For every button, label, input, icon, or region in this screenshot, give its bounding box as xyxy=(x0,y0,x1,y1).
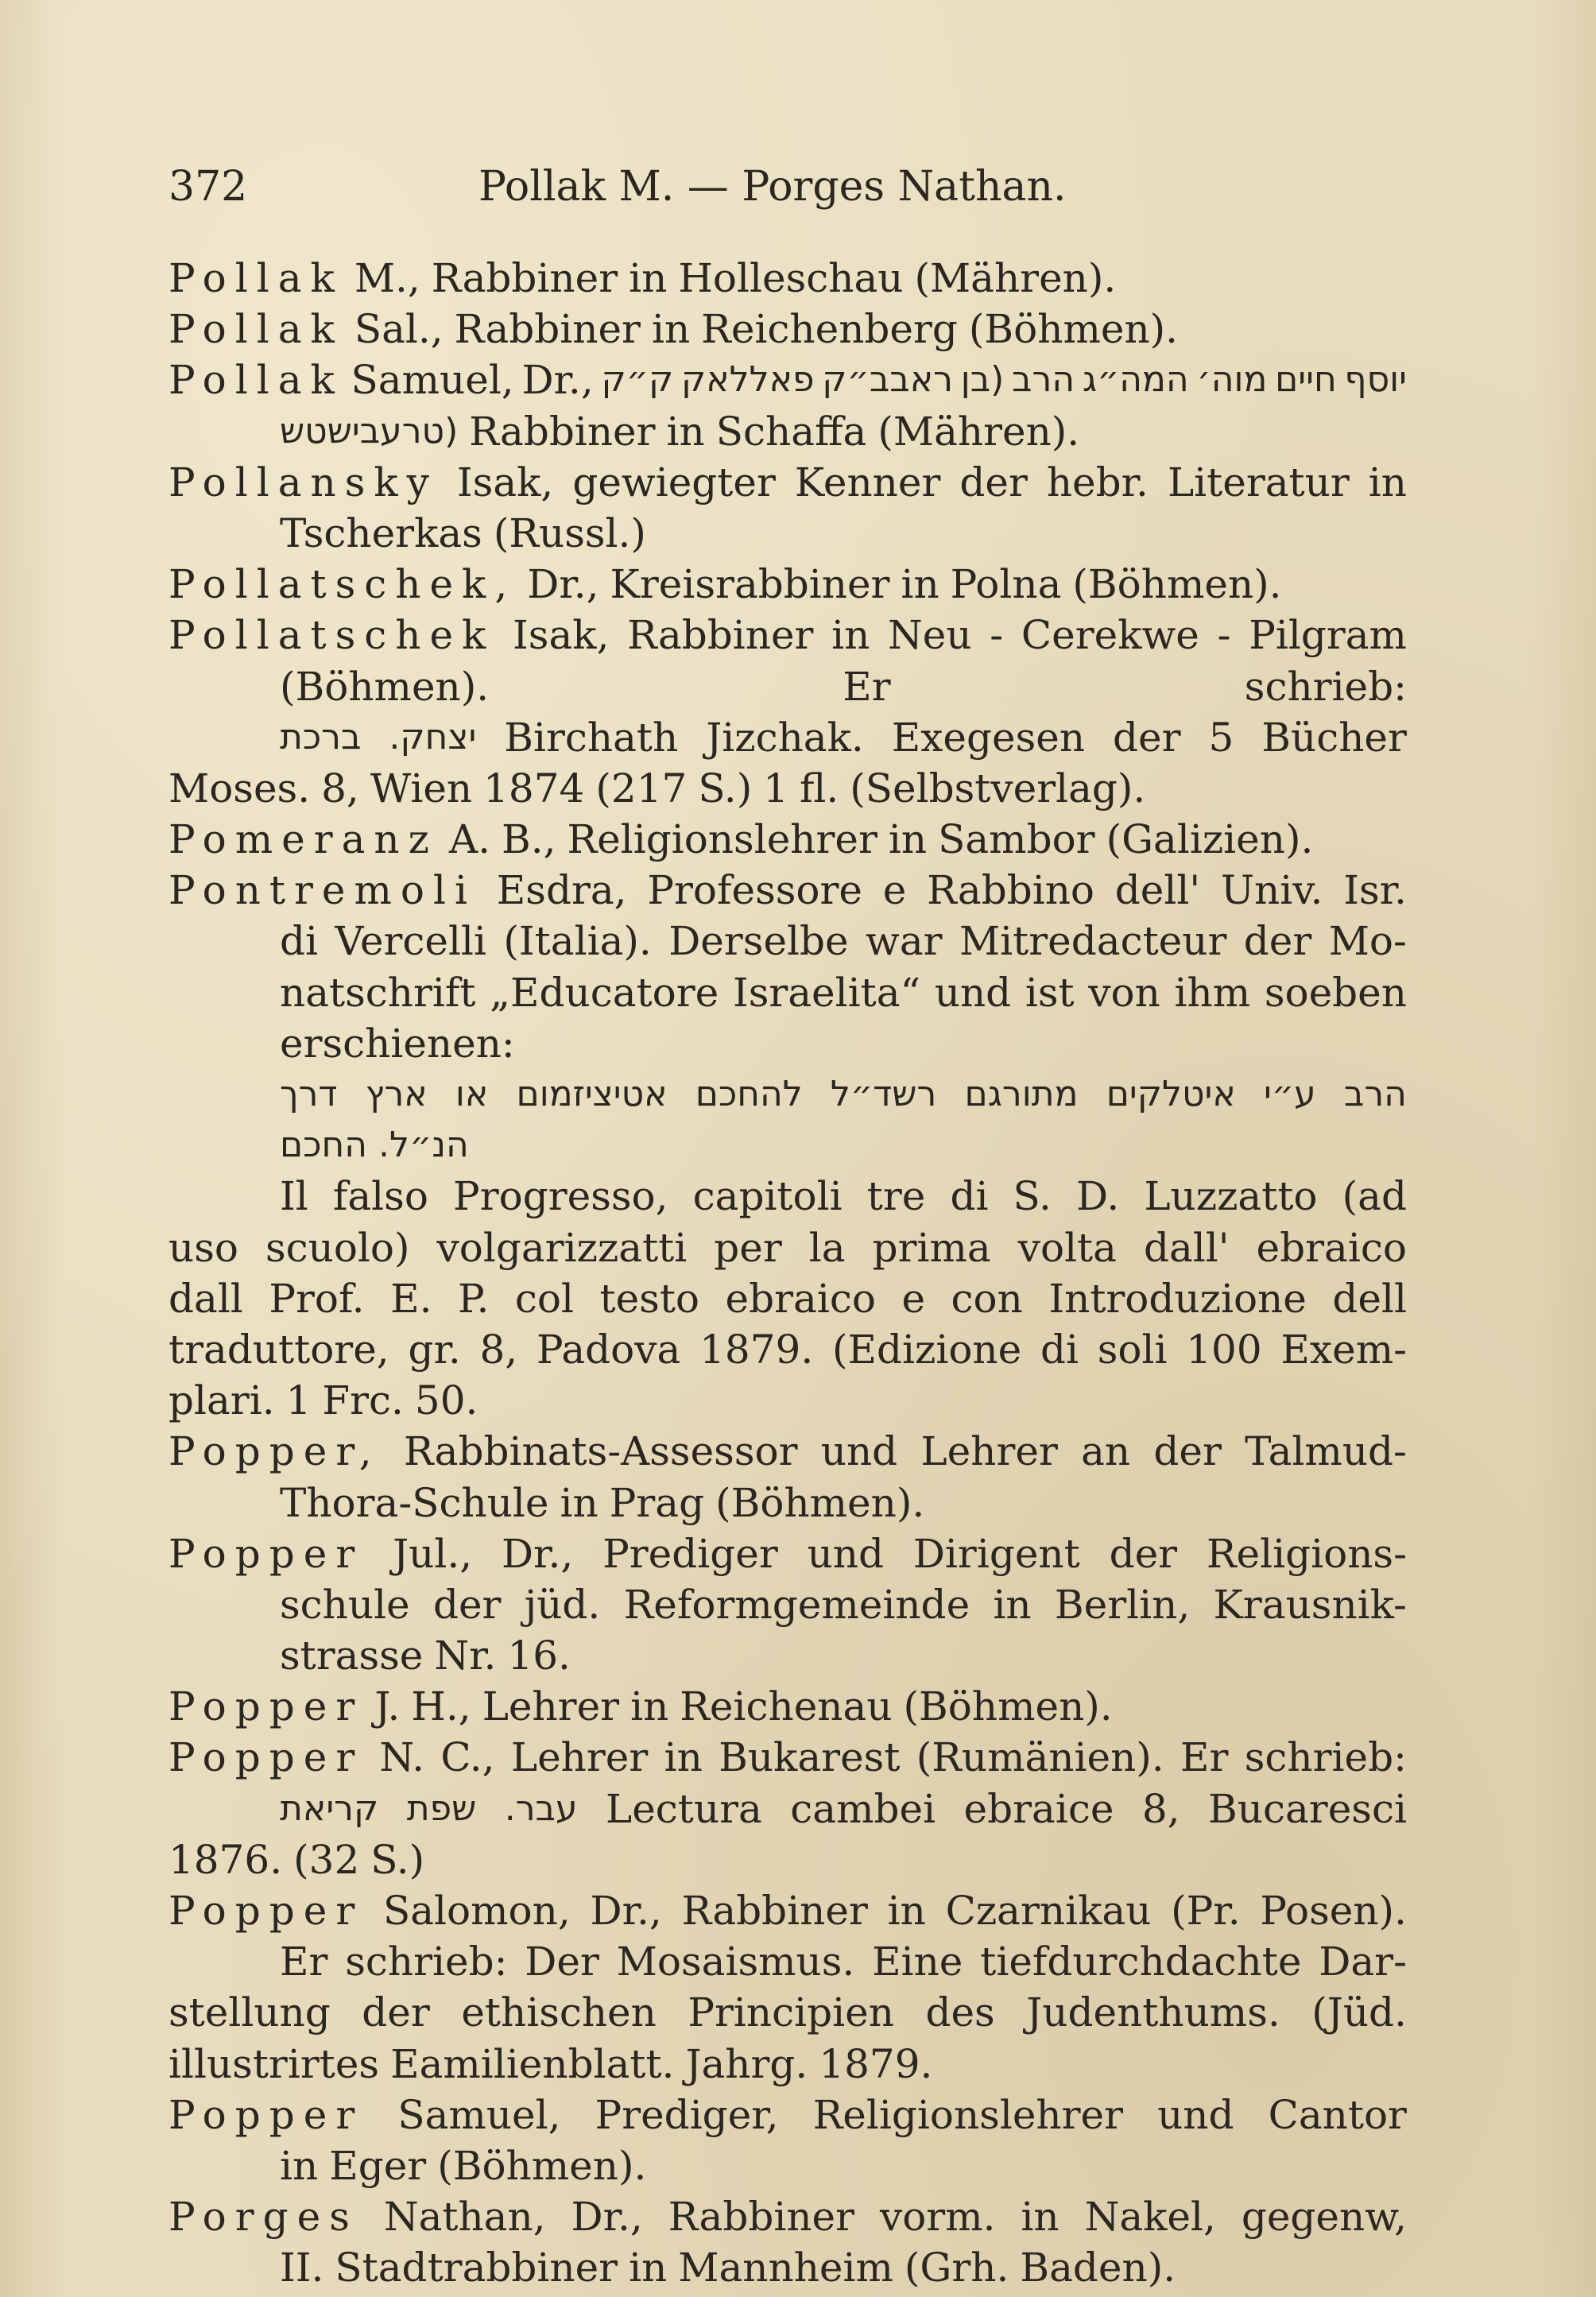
entry-line-first: Pollak Sal., Rabbiner in Reichenberg (Böhmen). xyxy=(169,304,1407,354)
entry-line: uso scuolo) volgarizzatti per la prima volta dall' ebraico xyxy=(169,1224,1407,1271)
entry-line: schule der jüd. Reformgemeinde in Berlin, Krausnik- xyxy=(280,1581,1407,1628)
entry-line: Thora-Schule in Prag (Böhmen). xyxy=(280,1479,925,1526)
entry-line: Er schrieb: Der Mosaismus. Eine tiefdurchdachte Dar- xyxy=(280,1939,1407,1985)
page-header xyxy=(169,159,1408,215)
entry-name: Pollak xyxy=(169,357,343,404)
entry-name: Pollatschek, xyxy=(169,561,517,608)
entry-name: Porges xyxy=(169,2194,358,2241)
entry-line-first: Pollatschek, Dr., Kreisrabbiner in Polna (Böhmen). xyxy=(169,559,1407,610)
entry-line: II. Stadtrabbiner in Mannheim (Grh. Baden). xyxy=(280,2245,1176,2291)
entry-line: di Vercelli (Italia). Derselbe war Mitredacteur der Mo- xyxy=(280,918,1407,965)
entry-line: קריאת שפת עבר. Lectura cambei ebraice 8, Bucaresci xyxy=(280,1785,1407,1832)
entry-line-first: Popper Samuel, Prediger, Religionslehrer und Cantor xyxy=(169,2090,1407,2140)
entry-name: Popper xyxy=(169,1530,364,1577)
running-head: Pollak M. — Porges Nathan. xyxy=(478,163,1067,211)
entry-line-first: Popper Salomon, Dr., Rabbiner in Czarnikau (Pr. Posen). xyxy=(169,1885,1407,1936)
entry-name: Popper xyxy=(169,1888,364,1934)
entry-line-first: Pomeranz A. B., Religionslehrer in Sambor (Galizien). xyxy=(169,814,1407,865)
entry-line-first: Popper N. C., Lehrer in Bukarest (Rumänien). Er schrieb: xyxy=(169,1732,1407,1783)
entry-line: Tscherkas (Russl.) xyxy=(280,509,646,556)
entry-line: natschrift „Educatore Israelita“ und ist von ihm soeben xyxy=(280,969,1407,1016)
entry-line: Moses. 8, Wien 1874 (217 S.) 1 fl. (Selbstverlag). xyxy=(169,765,1146,812)
entry-line: דרך ארץ או אטיציזמום להחכם רשד״ל מתורגם איטלקים ע״י הרב xyxy=(280,1074,1407,1114)
entry-name: Pollak xyxy=(169,306,343,353)
entry-line: stellung der ethischen Principien des Judenthums. (Jüd. xyxy=(169,1989,1407,2036)
entry-line: erschienen: xyxy=(280,1020,515,1067)
entry-line: 1876. (32 S.) xyxy=(169,1836,425,1883)
entry-list xyxy=(169,253,1407,2294)
entry-name: Popper, xyxy=(169,1428,381,1475)
entry-name: Pomeranz xyxy=(169,816,438,863)
entry-line: dall Prof. E. P. col testo ebraico e con Introduzione dell xyxy=(169,1275,1407,1322)
entry-name: Pollatschek xyxy=(169,612,495,659)
entry-name: Popper xyxy=(169,1734,364,1781)
page-number: 372 xyxy=(169,163,248,211)
entry-line: Il falso Progresso, capitoli tre di S. D. Luzzatto (ad xyxy=(280,1173,1407,1220)
entry-line-first: Popper Jul., Dr., Prediger und Dirigent der Religions- xyxy=(169,1528,1407,1579)
entry-line: illustrirtes Eamilienblatt. Jahrg. 1879. xyxy=(169,2040,933,2087)
entry-line: traduttore, gr. 8, Padova 1879. (Edizione di soli 100 Exem- xyxy=(169,1326,1407,1373)
entry-line-first: Popper, Rabbinats-Assessor und Lehrer an der Talmud- xyxy=(169,1426,1407,1477)
entry-name: Pollansky xyxy=(169,459,438,505)
entry-line: (טרעבישטש Rabbiner in Schaffa (Mähren). xyxy=(280,408,1080,455)
entry-line: ברכת יצחק. Birchath Jizchak. Exegesen der 5 Bücher xyxy=(280,714,1407,761)
entry-name: Pontremoli xyxy=(169,867,477,914)
entry-line: strasse Nr. 16. xyxy=(280,1633,571,1679)
entry-line: in Eger (Böhmen). xyxy=(280,2142,647,2189)
entry-name: Popper xyxy=(169,1683,364,1730)
entry-line: החכם הנ״ל. xyxy=(280,1125,469,1166)
entry-line-first: Pollak Samuel, Dr., ק״ק פאללאק ראבב״ק (בן הרב המה״ג מוה׳ חיים יוסף xyxy=(169,354,1407,405)
entry-line: plari. 1 Frc. 50. xyxy=(169,1377,478,1424)
entry-line-first: Pollatschek Isak, Rabbiner in Neu - Cerekwe - Pilgram xyxy=(169,610,1407,660)
entry-line-first: Pontremoli Esdra, Professore e Rabbino dell' Univ. Isr. xyxy=(169,865,1407,916)
entry-name: Pollak xyxy=(169,255,343,301)
entry-line-first: Popper J. H., Lehrer in Reichenau (Böhmen). xyxy=(169,1681,1407,1732)
entry-line-first: Porges Nathan, Dr., Rabbiner vorm. in Nakel, gegenw, xyxy=(169,2191,1407,2242)
entry-line-first: Pollak M., Rabbiner in Holleschau (Mähren). xyxy=(169,253,1407,304)
entry-name: Popper xyxy=(169,2091,364,2138)
entry-line-first: Pollansky Isak, gewiegter Kenner der hebr. Literatur in xyxy=(169,457,1407,508)
entry-line: (Böhmen). Er schrieb: xyxy=(280,663,1407,710)
